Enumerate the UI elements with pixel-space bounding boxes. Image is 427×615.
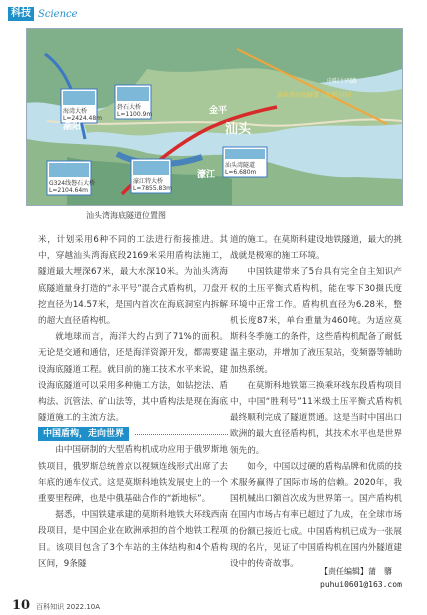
svg-text:礐石大桥: 礐石大桥: [117, 104, 142, 111]
section-tag-english: Science: [38, 8, 78, 20]
bridge-label-4: [131, 159, 172, 193]
city-label-jinping: 金平: [209, 106, 228, 116]
section-tag: 科技: [8, 7, 34, 21]
left-paragraph-3: 由中国研制的大型盾构机成功应用于俄罗斯地铁项目，俄罗斯总统普京以视频连线形式出席了去年底的通车仪式。这是莫斯科地铁发展史上的一个重要里程碑，也是中俄基础合作的“新地标”。: [38, 445, 228, 505]
right-paragraph-1: 道的施工。在莫斯科建设地铁隧道，最大的挑战就是极寒的施工环境。: [230, 235, 402, 262]
svg-text:L=1100.9m: L=1100.9m: [117, 111, 153, 118]
section-rule: [135, 434, 228, 435]
svg-text:L=7855.83m: L=7855.83m: [133, 185, 173, 192]
red-line-label: 汕头湾海底隧道（东西方向）: [277, 92, 356, 99]
svg-text:濠江特大桥: 濠江特大桥: [133, 178, 164, 185]
svg-text:L=6.680m: L=6.680m: [225, 169, 257, 176]
section-heading-row: [38, 426, 228, 442]
svg-text:L=2424.48m: L=2424.48m: [63, 115, 103, 122]
page-number: 10: [12, 598, 31, 613]
section-header: [8, 6, 78, 22]
map-caption: 汕头湾海底隧道位置图: [86, 211, 166, 220]
map-illustration: [27, 29, 402, 205]
city-label-chaoyang: 潮阳: [63, 122, 82, 132]
right-paragraph-2: 中国铁建带来了5台具有完全自主知识产权的土压平衡式盾构机，能在零下30摄氏度环境中正常工作。盾构机直径为6.28米，整机长度87米，单台重量为460吨。为适应莫斯科冬季施工的条件，这些盾构机配备了耐低温主驱动，并增加了液压泵站，变频器等辅助加热系统。: [230, 267, 402, 375]
right-paragraph-4: 如今，中国以过硬的盾构品牌和优质的技术服务赢得了国际市场的信赖。2020年，我国机械出口额首次成为世界第一。国产盾构机在国内市场占有率已超过了九成，在全球市场的份额已接近七成。中国盾构机已成为一张展现的名片，见证了中国盾构机在国内外隧道建设中的传奇故事。: [230, 461, 402, 570]
right-paragraph-3: 在莫斯科地铁第三换乘环线东段盾构项目中，中国“胜利号”11米级土压平衡式盾构机最终顺利完成了隧道贯通。这是当时中国出口欧洲的最大直径盾构机，其技术水平也是世界领先的。: [230, 380, 402, 456]
left-paragraph-4: 据悉，中国铁建承建的莫斯科地铁大环线西南段项目，是中国企业在欧洲承担的首个地铁工程项目。该项目包含了3个车站的主体结构和4个盾构区间，9条隧: [38, 510, 228, 569]
left-paragraph-2: 就地球而言，海洋大约占到了71%的面积。无论是交通和通信，还是海洋资源开发，都需要建设海底隧道工程。就目前的施工技术水平来说，建设海底隧道可以采用多种施工方法，如钻挖法、盾构法、沉管法、矿山法等，其中盾构法是现在海底隧道施工的主流方法。: [38, 332, 228, 424]
section-heading: 中国盾构，走向世界: [38, 427, 129, 441]
bridge-label-2: [115, 85, 152, 119]
editor-credit: 【责任编辑】蒲 隳: [320, 567, 392, 576]
road-label: 中阳十四路: [327, 78, 358, 85]
svg-text:汕头湾隧道: 汕头湾隧道: [225, 162, 256, 169]
right-column: [230, 232, 402, 572]
svg-text:G324线磐石大桥: G324线磐石大桥: [49, 180, 96, 187]
editor-email: puhui0601@163.com: [320, 580, 402, 589]
tunnel-location-map: [26, 28, 403, 206]
city-label-shantou: 汕头: [225, 122, 252, 137]
svg-text:L=2104.64m: L=2104.64m: [49, 187, 89, 194]
left-paragraph-1: 米，计划采用6种不同的工法进行衔接推进。其中，穿越汕头湾海底段2169米采用盾构法施工，隧道最大埋深67米，最大水深10米。为汕头湾海底隧道量身打造的“永平号”混合式盾构机，刀盘开挖直径为14.57米，是国内首次在海底洞室内拆解的超大直径盾构机。: [38, 235, 228, 327]
tunnel-label: [223, 147, 267, 177]
left-column: [38, 232, 228, 572]
bridge-label-1: [61, 89, 102, 123]
city-label-haojiang: 濠江: [197, 170, 216, 180]
publication-info: 百科知识 2022.10A: [36, 603, 101, 611]
bridge-label-3: [47, 161, 95, 195]
page-footer: [12, 598, 100, 613]
svg-text:海湾大桥: 海湾大桥: [63, 108, 88, 115]
